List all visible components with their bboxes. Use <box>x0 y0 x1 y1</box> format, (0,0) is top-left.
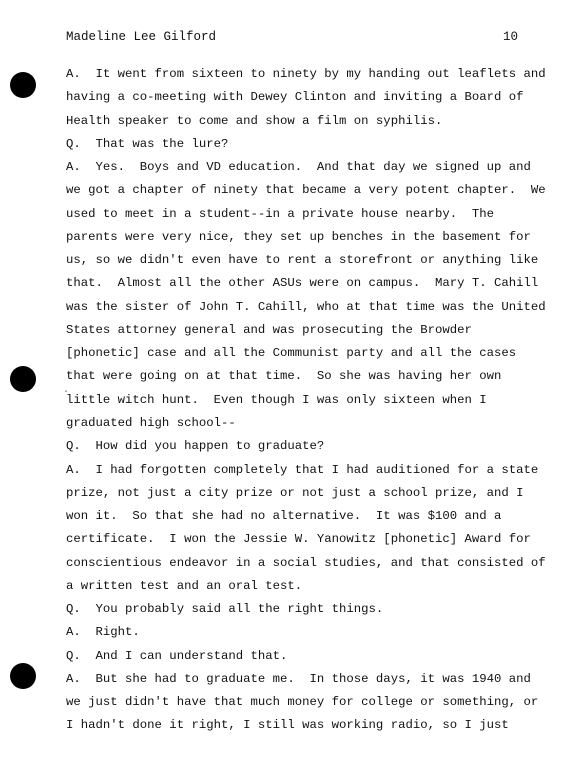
punch-hole-bottom <box>10 663 36 689</box>
text-line: Q. And I can understand that. <box>66 648 288 663</box>
text-line: A. But she had to graduate me. In those days, it was 1940 and <box>66 671 531 686</box>
punch-hole-top <box>10 72 36 98</box>
text-line: A. I had forgotten completely that I had auditioned for a state <box>66 462 539 477</box>
text-line: A. It went from sixteen to ninety by my handing out leaflets and <box>66 67 546 81</box>
text-line: little witch hunt. Even though I was only sixteen when I <box>66 392 487 407</box>
punch-hole-middle <box>10 366 36 392</box>
text-line: prize, not just a city prize or not just a school prize, and I <box>66 485 524 500</box>
text-line: having a co-meeting with Dewey Clinton and inviting a Board of <box>66 90 524 105</box>
text-line: parents were very nice, they set up benches in the basement for <box>66 229 531 244</box>
text-line: graduated high school-- <box>66 415 236 430</box>
text-line: us, so we didn't even have to rent a storefront or anything like <box>66 253 539 268</box>
text-line: won it. So that she had no alternative. It was $100 and a <box>66 509 502 524</box>
text-line: that were going on at that time. So she was having her own <box>66 369 502 384</box>
text-line: we just didn't have that much money for college or something, or <box>66 695 539 710</box>
text-line: we got a chapter of ninety that became a very potent chapter. We <box>66 183 546 198</box>
text-line: Health speaker to come and show a film on syphilis. <box>66 113 443 128</box>
text-line: Q. That was the lure? <box>66 136 229 151</box>
text-line: used to meet in a student--in a private house nearby. The <box>66 206 495 221</box>
text-line: Q. How did you happen to graduate? <box>66 439 325 454</box>
text-line: [phonetic] case and all the Communist party and all the cases <box>66 346 517 361</box>
text-line: was the sister of John T. Cahill, who at that time was the United <box>66 299 546 314</box>
text-line: that. Almost all the other ASUs were on campus. Mary T. Cahill <box>66 276 539 291</box>
text-line: A. Yes. Boys and VD education. And that day we signed up and <box>66 160 531 175</box>
text-line: a written test and an oral test. <box>66 578 303 593</box>
text-line: States attorney general and was prosecuting the Browder <box>66 322 472 337</box>
margin-mark: · <box>63 387 70 398</box>
text-line: conscientious endeavor in a social studies, and that consisted of <box>66 555 546 570</box>
page-header <box>66 30 518 46</box>
interviewee-name: Madeline Lee Gilford <box>66 30 217 44</box>
text-line: Q. You probably said all the right things. <box>66 602 384 617</box>
text-line: I hadn't done it right, I still was working radio, so I just <box>66 718 509 733</box>
text-line: certificate. I won the Jessie W. Yanowitz [phonetic] Award for <box>66 532 531 547</box>
page-number: 10 <box>502 30 518 44</box>
transcript-body <box>66 63 546 738</box>
text-line: A. Right. <box>66 625 140 640</box>
